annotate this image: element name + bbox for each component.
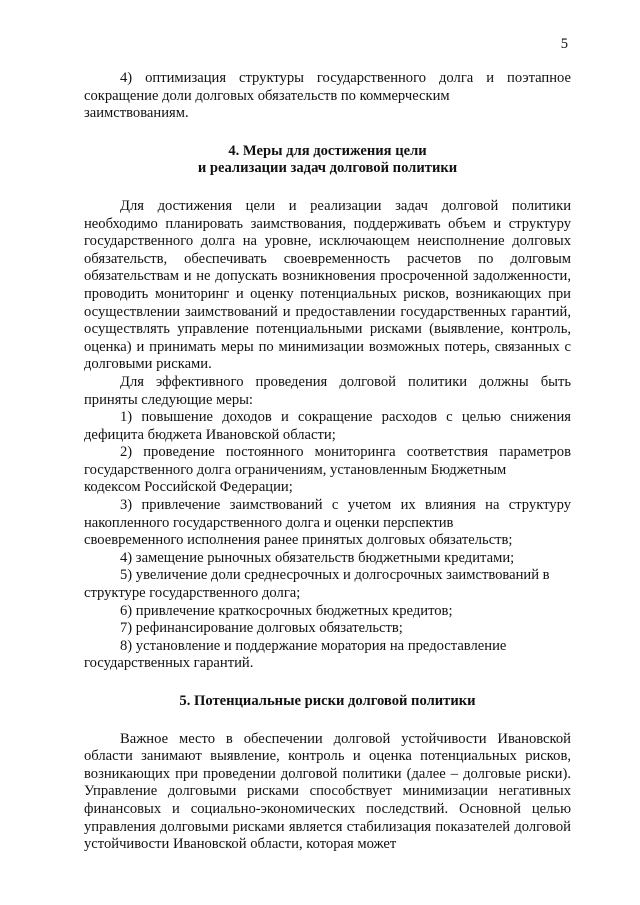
measure-item: 3) привлечение заимствований с учетом их влияния на структуру накопленного государственного долга и оценки перспектив своевременного исполнения ранее принятых долговых обязательств; xyxy=(84,497,571,549)
section-4-paragraph-2: Для эффективного проведения долговой политики должны быть приняты следующие меры: xyxy=(84,373,571,408)
measure-item: 8) установление и поддержание моратория на предоставление государственных гарантий. xyxy=(84,637,507,672)
measure-item: 1) повышение доходов и сокращение расходов с целью снижения дефицита бюджета Ивановской области; xyxy=(84,409,571,443)
measure-item: 6) привлечение краткосрочных бюджетных кредитов; xyxy=(120,602,453,619)
measure-item: 4) замещение рыночных обязательств бюджетными кредитами; xyxy=(120,549,515,566)
section-5-heading: 5. Потенциальные риски долговой политики xyxy=(179,693,476,709)
section-4-paragraph-1: Для достижения цели и реализации задач долговой политики необходимо планировать заимствования, поддерживать объем и структуру государственного долга на уровне, исключающем неисполнение долговых обязательств, обеспечивать своевременность расчетов по долговым обязательствам и не допускать возникновения просроченной задолженности, проводить мониторинг и оценку потенциальных рисков, возникающих при осуществлении заимствований и предоставлении государственных гарантий, осуществлять управление потенциальными рисками (выявление, контроль, оценка) и принимать меры по минимизации возможных потерь, связанных с долговыми рисками. xyxy=(84,197,571,373)
measure-item: 7) рефинансирование долговых обязательств; xyxy=(120,620,403,637)
measure-item: 5) увеличение доли среднесрочных и долгосрочных заимствований в структуре государственного долга; xyxy=(84,567,550,602)
measures-list xyxy=(84,409,571,673)
intro-paragraph: 4) оптимизация структуры государственного долга и поэтапное сокращение доли долговых обязательств по коммерческим заимствованиям. xyxy=(84,70,571,122)
page-number: 5 xyxy=(560,36,568,52)
section-4-heading: 4. Меры для достижения цели и реализации задач долговой политики xyxy=(197,142,458,177)
section-5-paragraph-1: Важное место в обеспечении долговой устойчивости Ивановской области занимают выявление, контроль и оценка потенциальных рисков, возникающих при проведении долговой политики (далее – долговые риски). Управление долговыми рисками способствует минимизации негативных финансовых и социально-экономических последствий. Основной целью управления долговыми рисками является стабилизация показателей долговой устойчивости Ивановской области, которая может xyxy=(84,730,571,853)
measure-item: 2) проведение постоянного мониторинга соответствия параметров государственного долга ограничениям, установленным Бюджетным кодексом Российской Федерации; xyxy=(84,444,571,496)
document-body xyxy=(84,70,571,854)
